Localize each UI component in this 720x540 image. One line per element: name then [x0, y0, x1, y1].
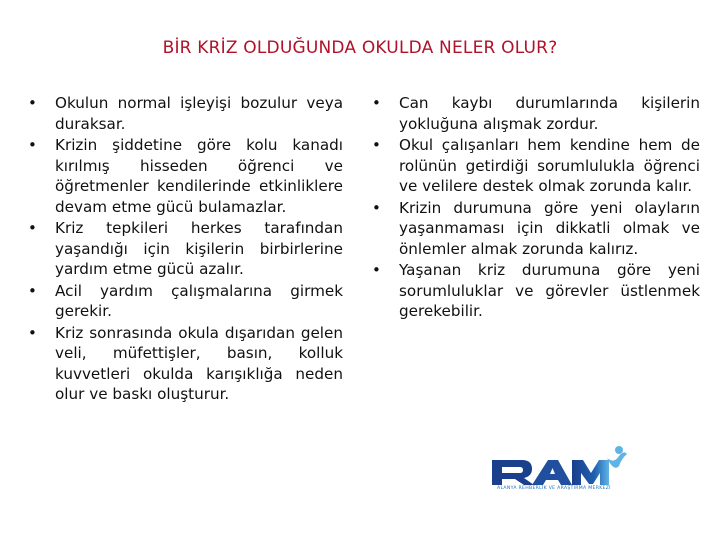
logo-tagline: ALANYA REHBERLİK VE ARAŞTIRMA MERKEZİ	[497, 486, 611, 491]
list-item	[372, 135, 700, 197]
list-item	[372, 198, 700, 260]
bullet-icon: •	[372, 136, 381, 154]
left-bullet-list	[28, 93, 343, 406]
list-item	[28, 323, 343, 405]
list-item-text: Kriz tepkileri herkes tarafından yaşandığı için kişilerin birbirlerine yardım etme gücü azalır.	[55, 219, 343, 278]
list-item-text: Krizin şiddetine göre kolu kanadı kırılmış hisseden öğrenci ve öğretmenler kendilerinde etkinliklere devam etme gücü bulamazlar.	[55, 136, 343, 216]
logo-letter-a-icon	[532, 460, 572, 485]
list-item-text: Acil yardım çalışmalarına girmek gerekir.	[55, 281, 343, 320]
bullet-icon: •	[372, 94, 381, 112]
list-item	[28, 135, 343, 217]
list-item-text: Kriz sonrasında okula dışarıdan gelen veli, müfettişler, basın, kolluk kuvvetleri okulda karışıklığa neden olur ve baskı oluşturur.	[55, 323, 343, 403]
logo-letter-m-icon	[572, 460, 609, 485]
list-item	[372, 93, 700, 134]
list-item	[28, 281, 343, 322]
list-item-text: Yaşanan kriz durumuna göre yeni sorumluluklar ve görevler üstlenmek gerekebilir.	[399, 261, 700, 320]
list-item-text: Can kaybı durumlarında kişilerin yokluğuna alışmak zordur.	[399, 94, 700, 133]
list-item	[28, 93, 343, 134]
bullet-icon: •	[28, 136, 37, 154]
list-item	[28, 218, 343, 280]
right-bullet-list	[372, 93, 700, 323]
list-item	[372, 260, 700, 322]
list-item-text: Krizin durumuna göre yeni olayların yaşanmaması için dikkatli olmak ve önlemler almak zorunda kalırız.	[399, 198, 700, 258]
bullet-icon: •	[372, 198, 381, 217]
bullet-icon: •	[372, 261, 381, 279]
ram-logo	[488, 440, 628, 500]
list-item-text: Okulun normal işleyişi bozulur veya duraksar.	[55, 94, 343, 133]
bullet-icon: •	[28, 323, 37, 342]
list-item-text: Okul çalışanları hem kendine hem de rolünün getirdiği sorumlulukla öğrenci ve velilere destek olmak zorunda kalır.	[399, 136, 700, 195]
bullet-icon: •	[28, 281, 37, 300]
bullet-icon: •	[28, 219, 37, 237]
logo-figure-head-icon	[615, 446, 623, 454]
bullet-icon: •	[28, 94, 37, 112]
logo-letter-r-icon	[492, 460, 534, 485]
page-title: BİR KRİZ OLDUĞUNDA OKULDA NELER OLUR?	[162, 38, 558, 58]
logo-swoosh-icon	[607, 452, 627, 467]
